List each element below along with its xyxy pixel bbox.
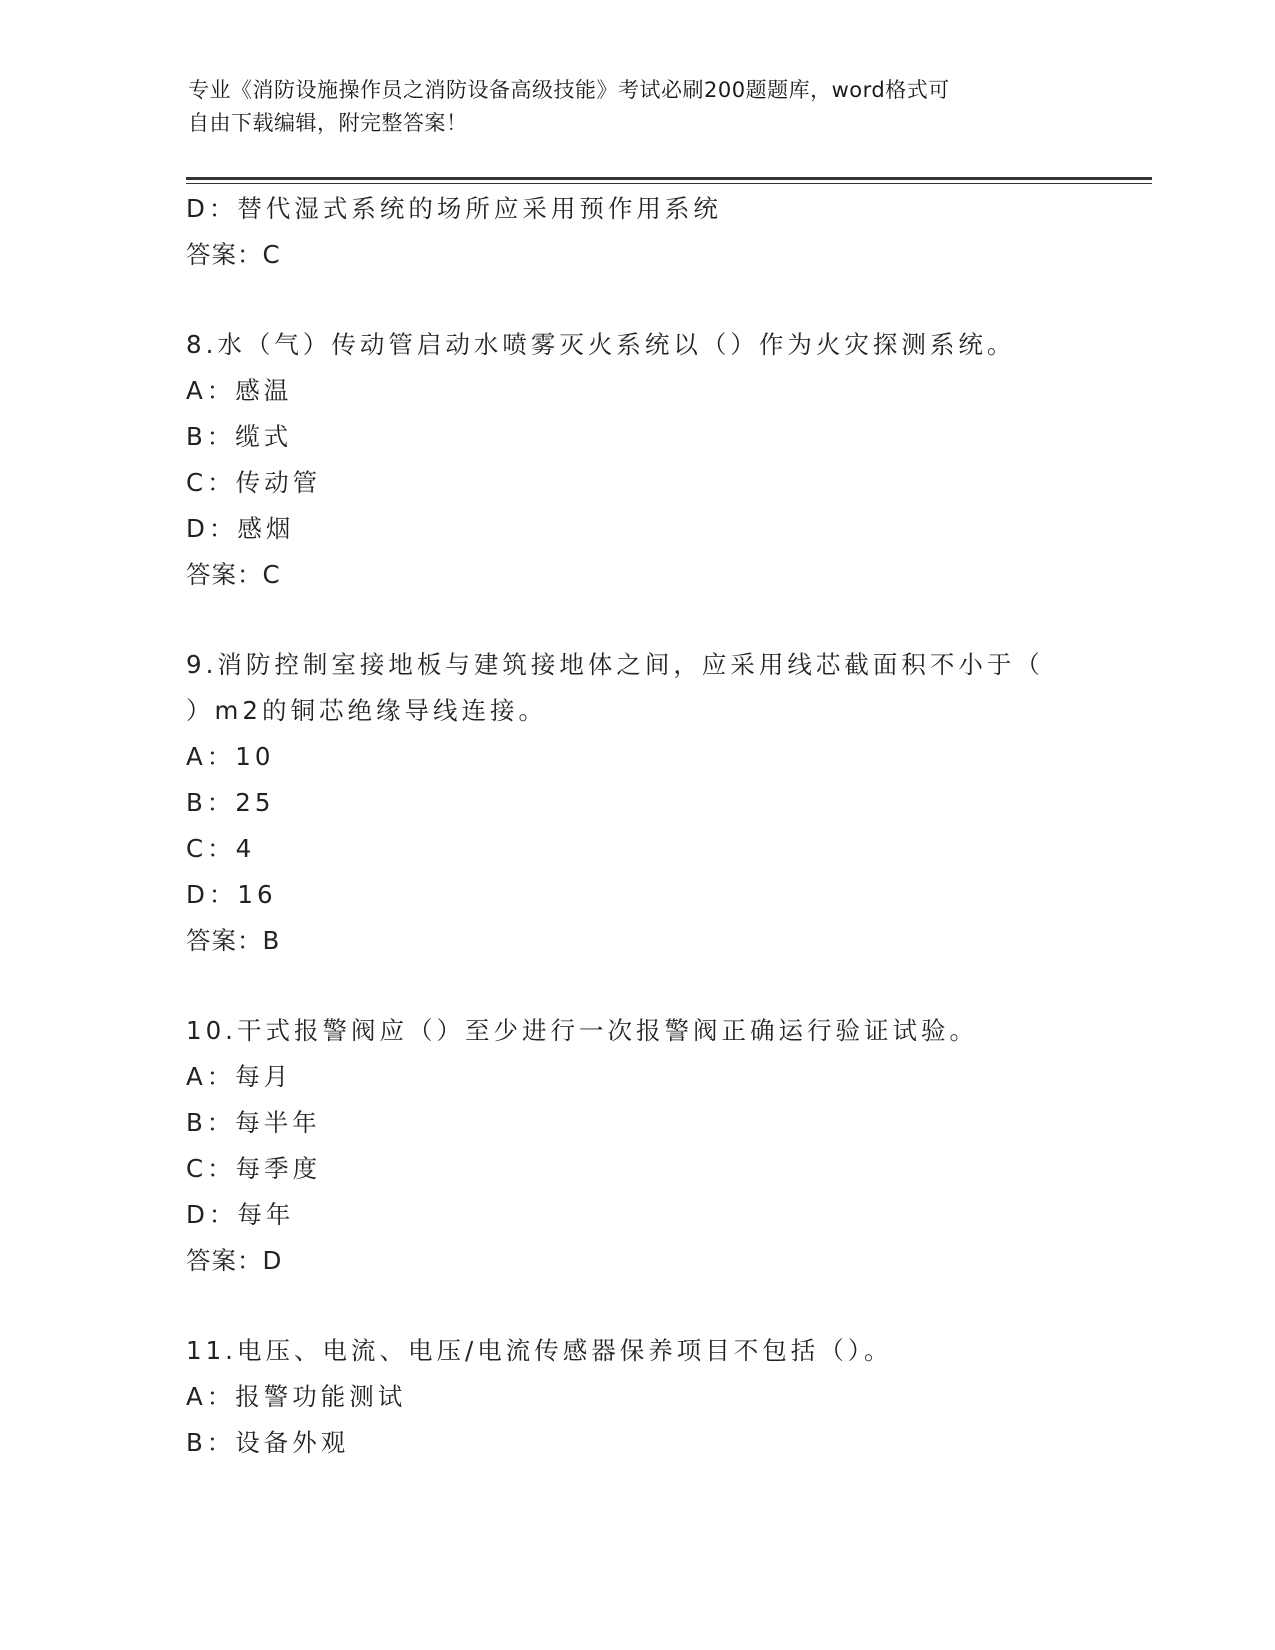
header-line-1: 专业《消防设施操作员之消防设备高级技能》考试必刷200题题库，word格式可 (188, 78, 950, 102)
question-stem: 11.电压、电流、电压/电流传感器保养项目不包括（）。 (186, 1336, 893, 1365)
answer-line: 答案：B (186, 926, 281, 955)
spacer (186, 1284, 1146, 1328)
question-8 (186, 322, 1146, 598)
option-d: D：每年 (186, 1200, 295, 1229)
question-9 (186, 642, 1146, 964)
question-stem: 10.干式报警阀应（）至少进行一次报警阀正确运行验证试验。 (186, 1016, 978, 1045)
option-d: D：替代湿式系统的场所应采用预作用系统 (186, 194, 722, 223)
option-a: A：10 (186, 742, 275, 771)
option-a: A：报警功能测试 (186, 1382, 407, 1411)
question-stem: 9.消防控制室接地板与建筑接地体之间，应采用线芯截面积不小于（ (186, 650, 1044, 679)
spacer (186, 278, 1146, 322)
header-divider-thick (186, 177, 1152, 180)
answer-line: 答案：D (186, 1246, 283, 1275)
option-c: C：每季度 (186, 1154, 322, 1183)
answer-line: 答案：C (186, 240, 281, 269)
header-line-2: 自由下载编辑，附完整答案！ (188, 111, 468, 135)
question-content (186, 186, 1146, 1466)
previous-question-tail (186, 186, 1146, 278)
question-11 (186, 1328, 1146, 1466)
question-stem-continued: ）m2的铜芯绝缘导线连接。 (186, 696, 547, 725)
option-b: B：缆式 (186, 422, 293, 451)
option-c: C：4 (186, 834, 256, 863)
option-d: D：感烟 (186, 514, 295, 543)
header-divider-thin (186, 183, 1152, 184)
answer-line: 答案：C (186, 560, 281, 589)
question-10 (186, 1008, 1146, 1284)
question-stem: 8.水（气）传动管启动水喷雾灭火系统以（）作为火灾探测系统。 (186, 330, 1016, 359)
document-header (188, 74, 1068, 140)
option-d: D：16 (186, 880, 277, 909)
option-c: C：传动管 (186, 468, 322, 497)
option-b: B：设备外观 (186, 1428, 350, 1457)
option-a: A：每月 (186, 1062, 293, 1091)
spacer (186, 964, 1146, 1008)
option-b: B：每半年 (186, 1108, 321, 1137)
spacer (186, 598, 1146, 642)
option-a: A：感温 (186, 376, 293, 405)
option-b: B：25 (186, 788, 275, 817)
